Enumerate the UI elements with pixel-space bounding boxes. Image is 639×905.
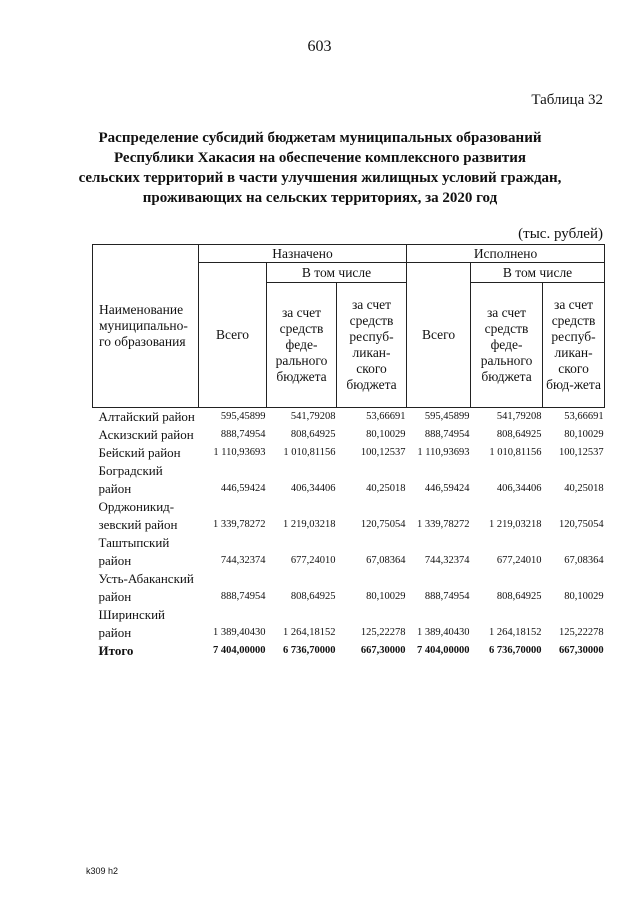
value-cell-a-fed: 406,34406 bbox=[290, 483, 336, 494]
table-row bbox=[93, 498, 605, 534]
municipality-name: Итого bbox=[98, 643, 134, 658]
value-cell-a-total: 595,45899 bbox=[220, 411, 266, 422]
value-cell-a-total: 7 404,00000 bbox=[213, 645, 266, 656]
header-assigned-total: Всего bbox=[199, 263, 267, 408]
value-cell-a-rep: 80,10029 bbox=[366, 429, 406, 440]
table-row bbox=[93, 426, 605, 444]
value-cell-e-rep: 67,08364 bbox=[564, 555, 604, 566]
value-cell-a-rep: 40,25018 bbox=[366, 483, 406, 494]
subsidy-table bbox=[92, 244, 605, 660]
table-row bbox=[93, 444, 605, 462]
page-number: 603 bbox=[307, 38, 332, 55]
table-row bbox=[93, 462, 605, 498]
header-assigned: Назначено bbox=[199, 245, 407, 263]
header-assigned-including: В том числе bbox=[267, 263, 407, 283]
header-assigned-federal: за счет средств феде-рального бюджета bbox=[267, 283, 337, 408]
table-row bbox=[93, 534, 605, 570]
title-line: сельских территорий в части улучшения жилищных условий граждан, bbox=[78, 170, 562, 186]
value-cell-a-rep: 67,08364 bbox=[366, 555, 406, 566]
value-cell-a-total: 744,32374 bbox=[220, 555, 266, 566]
value-cell-e-total: 7 404,00000 bbox=[417, 645, 470, 656]
header-name: Наименование муниципально-го образования bbox=[93, 245, 199, 408]
total-row bbox=[93, 642, 605, 660]
municipality-name: Таштыпский район bbox=[98, 535, 170, 568]
value-cell-e-total: 888,74954 bbox=[424, 429, 470, 440]
title-line: Распределение субсидий бюджетам муниципальных образований bbox=[98, 130, 542, 146]
value-cell-e-total: 595,45899 bbox=[424, 411, 470, 422]
value-cell-e-fed: 1 264,18152 bbox=[489, 627, 542, 638]
value-cell-e-rep: 80,10029 bbox=[564, 591, 604, 602]
header-assigned-republic: за счет средств респуб-ликан-ского бюджета bbox=[337, 283, 407, 408]
municipality-name: Алтайский район bbox=[98, 409, 195, 424]
header-executed-federal: за счет средств феде-рального бюджета bbox=[471, 283, 543, 408]
document-title bbox=[60, 128, 580, 208]
municipality-name: Усть-Абаканский район bbox=[98, 571, 194, 604]
header-executed-republic: за счет средств респуб-ликан-ского бюд-жета bbox=[543, 283, 605, 408]
value-cell-a-total: 888,74954 bbox=[220, 591, 266, 602]
value-cell-a-fed: 677,24010 bbox=[290, 555, 336, 566]
value-cell-a-fed: 1 264,18152 bbox=[283, 627, 336, 638]
value-cell-a-rep: 80,10029 bbox=[366, 591, 406, 602]
value-cell-e-total: 888,74954 bbox=[424, 591, 470, 602]
municipality-name: Орджоникид-зевский район bbox=[98, 499, 178, 532]
table-row bbox=[93, 606, 605, 642]
value-cell-a-rep: 667,30000 bbox=[360, 645, 406, 656]
value-cell-a-fed: 1 010,81156 bbox=[283, 447, 336, 458]
value-cell-a-rep: 120,75054 bbox=[360, 519, 406, 530]
value-cell-e-total: 1 339,78272 bbox=[417, 519, 470, 530]
value-cell-e-total: 1 110,93693 bbox=[417, 447, 470, 458]
value-cell-a-fed: 6 736,70000 bbox=[283, 645, 336, 656]
value-cell-a-rep: 125,22278 bbox=[360, 627, 406, 638]
municipality-name: Ширинский район bbox=[98, 607, 165, 640]
value-cell-e-fed: 808,64925 bbox=[496, 429, 542, 440]
value-cell-e-fed: 541,79208 bbox=[496, 411, 542, 422]
municipality-name: Бейский район bbox=[98, 445, 181, 460]
value-cell-e-fed: 677,24010 bbox=[496, 555, 542, 566]
value-cell-e-total: 446,59424 bbox=[424, 483, 470, 494]
value-cell-e-rep: 125,22278 bbox=[558, 627, 604, 638]
value-cell-a-fed: 541,79208 bbox=[290, 411, 336, 422]
municipality-name: Аскизский район bbox=[98, 427, 194, 442]
value-cell-e-fed: 406,34406 bbox=[496, 483, 542, 494]
value-cell-e-fed: 1 219,03218 bbox=[489, 519, 542, 530]
header-executed-including: В том числе bbox=[471, 263, 605, 283]
header-executed-total: Всего bbox=[407, 263, 471, 408]
municipality-name: Боградский район bbox=[98, 463, 163, 496]
value-cell-e-total: 1 389,40430 bbox=[417, 627, 470, 638]
value-cell-a-rep: 53,66691 bbox=[366, 411, 406, 422]
value-cell-e-rep: 40,25018 bbox=[564, 483, 604, 494]
value-cell-e-rep: 667,30000 bbox=[558, 645, 604, 656]
value-cell-e-total: 744,32374 bbox=[424, 555, 470, 566]
value-cell-e-rep: 53,66691 bbox=[564, 411, 604, 422]
value-cell-e-rep: 100,12537 bbox=[558, 447, 604, 458]
value-cell-a-total: 1 110,93693 bbox=[213, 447, 266, 458]
value-cell-e-fed: 6 736,70000 bbox=[489, 645, 542, 656]
value-cell-a-fed: 1 219,03218 bbox=[283, 519, 336, 530]
value-cell-a-total: 888,74954 bbox=[220, 429, 266, 440]
value-cell-e-fed: 1 010,81156 bbox=[489, 447, 542, 458]
table-label: Таблица 32 bbox=[531, 92, 603, 108]
units-label: (тыс. рублей) bbox=[518, 226, 603, 242]
value-cell-a-total: 1 339,78272 bbox=[213, 519, 266, 530]
title-line: Республики Хакасия на обеспечение комплексного развития bbox=[113, 150, 527, 166]
table-row bbox=[93, 570, 605, 606]
value-cell-a-fed: 808,64925 bbox=[290, 591, 336, 602]
header-executed: Исполнено bbox=[407, 245, 605, 263]
value-cell-e-rep: 120,75054 bbox=[558, 519, 604, 530]
value-cell-a-fed: 808,64925 bbox=[290, 429, 336, 440]
value-cell-a-total: 446,59424 bbox=[220, 483, 266, 494]
table-row bbox=[93, 408, 605, 427]
title-line: проживающих на сельских территориях, за 2020 год bbox=[142, 190, 498, 206]
value-cell-e-rep: 80,10029 bbox=[564, 429, 604, 440]
value-cell-e-fed: 808,64925 bbox=[496, 591, 542, 602]
value-cell-a-rep: 100,12537 bbox=[360, 447, 406, 458]
footer-code: k309 h2 bbox=[86, 866, 119, 876]
value-cell-a-total: 1 389,40430 bbox=[213, 627, 266, 638]
